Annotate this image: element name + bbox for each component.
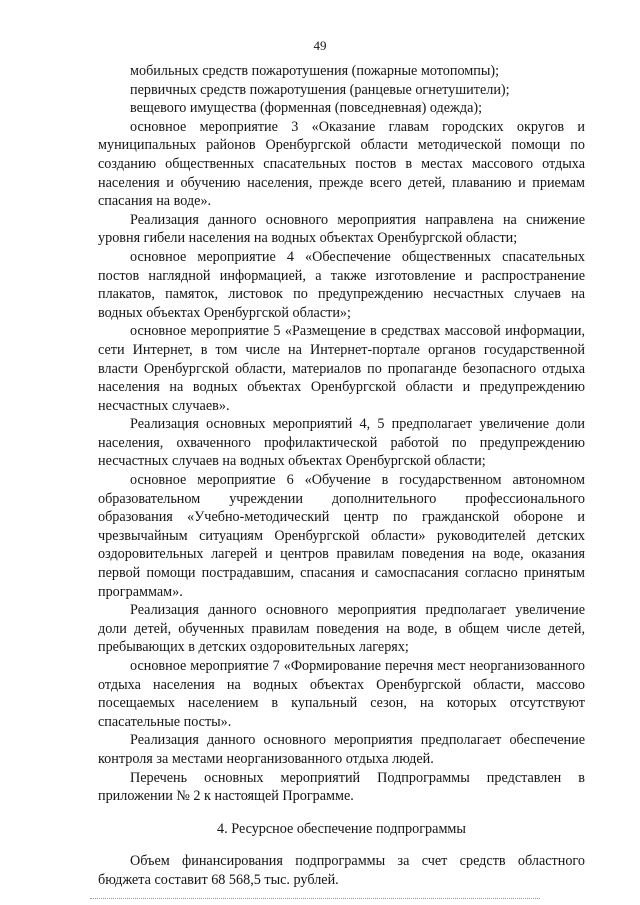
paragraph-measure-3-result: Реализация данного основного мероприятия направлена на снижение уровня гибели населения на водных объектах Оренбургской области; — [98, 211, 585, 247]
paragraph-measures-list: Перечень основных мероприятий Подпрограммы представлен в приложении № 2 к настоящей Программе. — [98, 769, 585, 805]
paragraph-primary-extinguishing: первичных средств пожаротушения (ранцевые огнетушители); — [130, 81, 510, 98]
paragraph-mobile-extinguishing: мобильных средств пожаротушения (пожарные мотопомпы); — [130, 63, 500, 79]
paragraph-measure-4: основное мероприятие 4 «Обеспечение общественных спасательных постов наглядной информацией, а также изготовление и распространение плакатов, памяток, листовок по предупреждению несчастных случаев на водных объектах Оренбургской области»; — [98, 248, 585, 321]
paragraph-measures-4-5-result: Реализация основных мероприятий 4, 5 предполагает увеличение доли населения, охваченного профилактической работой по предупреждению несчастных случаев на водных объектах Оренбургской области; — [98, 416, 585, 470]
paragraph-clothing: вещевого имущества (форменная (повседневная) одежда); — [130, 100, 483, 117]
paragraph-financing: Объем финансирования подпрограммы за счет средств областного бюджета составит 68 568,5 тыс. рублей. — [98, 853, 585, 888]
paragraph-measure-7: основное мероприятие 7 «Формирование перечня мест неорганизованного отдыха населения на водных объектах Оренбургской области, массово посещаемых населением в купальный сезон, на которых отсутствуют спасательные посты». — [98, 658, 585, 730]
paragraph-measure-3: основное мероприятие 3 «Оказание главам городских округов и муниципальных районов Оренбургской области методической помощи по созданию общественных спасательных постов в местах массового отдыха населения и обучению населения, прежде всего детей, плаванию и приемам спасания на воде». — [98, 118, 585, 210]
paragraph-measure-6-result: Реализация данного основного мероприятия предполагает увеличение доли детей, обученных правилам поведения на воде, в общем числе детей, пребывающих в детских оздоровительных лагерях; — [98, 602, 585, 656]
paragraph-measure-7-result: Реализация данного основного мероприятия предполагает обеспечение контроля за местами неорганизованного отдыха людей. — [98, 732, 585, 767]
paragraph-measure-5: основное мероприятие 5 «Размещение в средствах массовой информации, сети Интернет, в том числе на Интернет-портале органов государственной власти Оренбургской области, материалов по пропаганде безопасного отдыха населения на водных объектах Оренбургской области и предупреждению несчастных случаев». — [98, 323, 585, 414]
paragraph-measure-6: основное мероприятие 6 «Обучение в государственном автономном образовательном учреждении дополнительного профессионального образования «Учебно-методический центр по гражданской обороне и чрезвычайным ситуациям Оренбургской области» руководителей детских оздоровительных лагерей и центров правилам поведения на воде, оказания первой помощи пострадавшим, спасания и самоспасания согласно принятым программам». — [98, 472, 585, 600]
section-heading: 4. Ресурсное обеспечение подпрограммы — [217, 820, 466, 837]
scan-artifact-line — [90, 898, 540, 900]
document-body — [98, 62, 585, 890]
page-number: 49 — [313, 38, 327, 53]
